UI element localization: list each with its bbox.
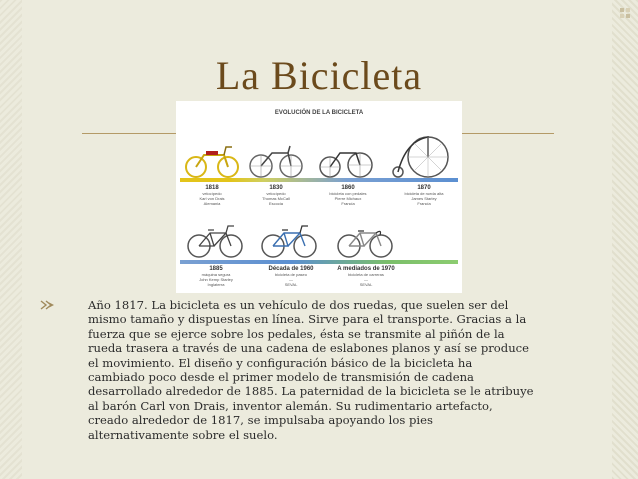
caption-line: SEVAL bbox=[359, 282, 373, 287]
body-line: fuerza que se ejerce sobre los pedales, ésta se transmite al piñón de la bbox=[88, 326, 505, 341]
caption-line: Inglaterra bbox=[207, 282, 225, 287]
caption-1970 bbox=[328, 266, 404, 287]
velocipede-1860-icon bbox=[318, 143, 374, 179]
body-line: rueda trasera a través de una cadena de eslabones planos y así se produce bbox=[88, 341, 530, 356]
caption-line: Karl von Drais bbox=[199, 196, 225, 201]
caption-line: SEVAL bbox=[284, 282, 298, 287]
safety-bicycle-1885-icon bbox=[186, 221, 244, 259]
caption-line: — bbox=[364, 277, 368, 282]
caption-line: velocípedo bbox=[202, 191, 222, 196]
caption-year: 1830 bbox=[269, 185, 283, 191]
title-rule-right bbox=[462, 133, 554, 134]
caption-1870 bbox=[390, 185, 458, 206]
caption-year: Década de 1960 bbox=[268, 266, 314, 272]
bicycle-1960-icon bbox=[260, 221, 318, 259]
body-paragraph bbox=[40, 298, 585, 442]
draisine-1818-icon bbox=[184, 143, 240, 179]
caption-1960 bbox=[256, 266, 326, 287]
caption-line: bicicleta con pedales bbox=[329, 191, 367, 196]
body-line: mismo tamaño y dispuestas en línea. Sirve para el transporte. Gracias a la bbox=[88, 312, 527, 327]
velocipede-1830-icon bbox=[248, 143, 304, 179]
caption-line: bicicleta de paseo bbox=[274, 272, 308, 277]
caption-1818 bbox=[182, 185, 242, 206]
caption-1860 bbox=[316, 185, 380, 206]
body-line: cambiado poco desde el primer modelo de transmisión de cadena bbox=[88, 370, 474, 385]
caption-line: Thomas McCall bbox=[262, 196, 290, 201]
bullet-icon bbox=[40, 299, 54, 311]
caption-line: Alemania bbox=[203, 201, 221, 206]
body-line: alternativamente sobre el suelo. bbox=[88, 427, 278, 442]
corner-ornament-icon bbox=[618, 6, 632, 20]
caption-line: — bbox=[289, 277, 293, 282]
figure-title: EVOLUCIÓN DE LA BICICLETA bbox=[274, 110, 364, 116]
caption-year: 1818 bbox=[205, 185, 219, 191]
caption-line: James Starley bbox=[411, 196, 437, 201]
caption-year: 1860 bbox=[341, 185, 355, 191]
body-line: Año 1817. La bicicleta es un vehículo de dos ruedas, que suelen ser del bbox=[88, 298, 509, 312]
caption-line: velocípedo bbox=[266, 191, 286, 196]
timeline-band-1 bbox=[180, 178, 458, 182]
timeline-band-2 bbox=[180, 260, 458, 264]
caption-1830 bbox=[246, 185, 306, 206]
caption-year: 1870 bbox=[417, 185, 431, 191]
caption-line: Francia bbox=[417, 201, 431, 206]
body-line: desarrollado alrededor de 1885. La paternidad de la bicicleta se le atribuye bbox=[88, 384, 534, 399]
racing-bicycle-1970-icon bbox=[336, 221, 394, 259]
caption-year: 1885 bbox=[209, 266, 223, 272]
body-line: creado alrededor de 1817, se impulsaba apoyando los pies bbox=[88, 413, 433, 428]
caption-line: máquina segura bbox=[201, 272, 231, 277]
bicycle-evolution-figure bbox=[176, 101, 462, 293]
caption-line: bicicleta de carreras bbox=[348, 272, 384, 277]
caption-line: John Kemp Starley bbox=[199, 277, 233, 282]
title-rule-left bbox=[82, 133, 176, 134]
caption-year: A mediados de 1970 bbox=[337, 266, 395, 272]
caption-line: bicicleta de rueda alta bbox=[404, 191, 444, 196]
penny-farthing-1870-icon bbox=[388, 131, 452, 179]
caption-1885 bbox=[186, 266, 246, 287]
caption-line: Pierre Michaux bbox=[334, 196, 362, 201]
caption-line: Francia bbox=[341, 201, 355, 206]
body-line: el movimiento. El diseño y configuración básico de la bicicleta ha bbox=[88, 355, 473, 370]
slide-title: La Bicicleta bbox=[215, 53, 423, 98]
body-line: al barón Carl von Drais, inventor alemán. Su rudimentario artefacto, bbox=[88, 398, 493, 413]
caption-line: Escocia bbox=[268, 201, 283, 206]
